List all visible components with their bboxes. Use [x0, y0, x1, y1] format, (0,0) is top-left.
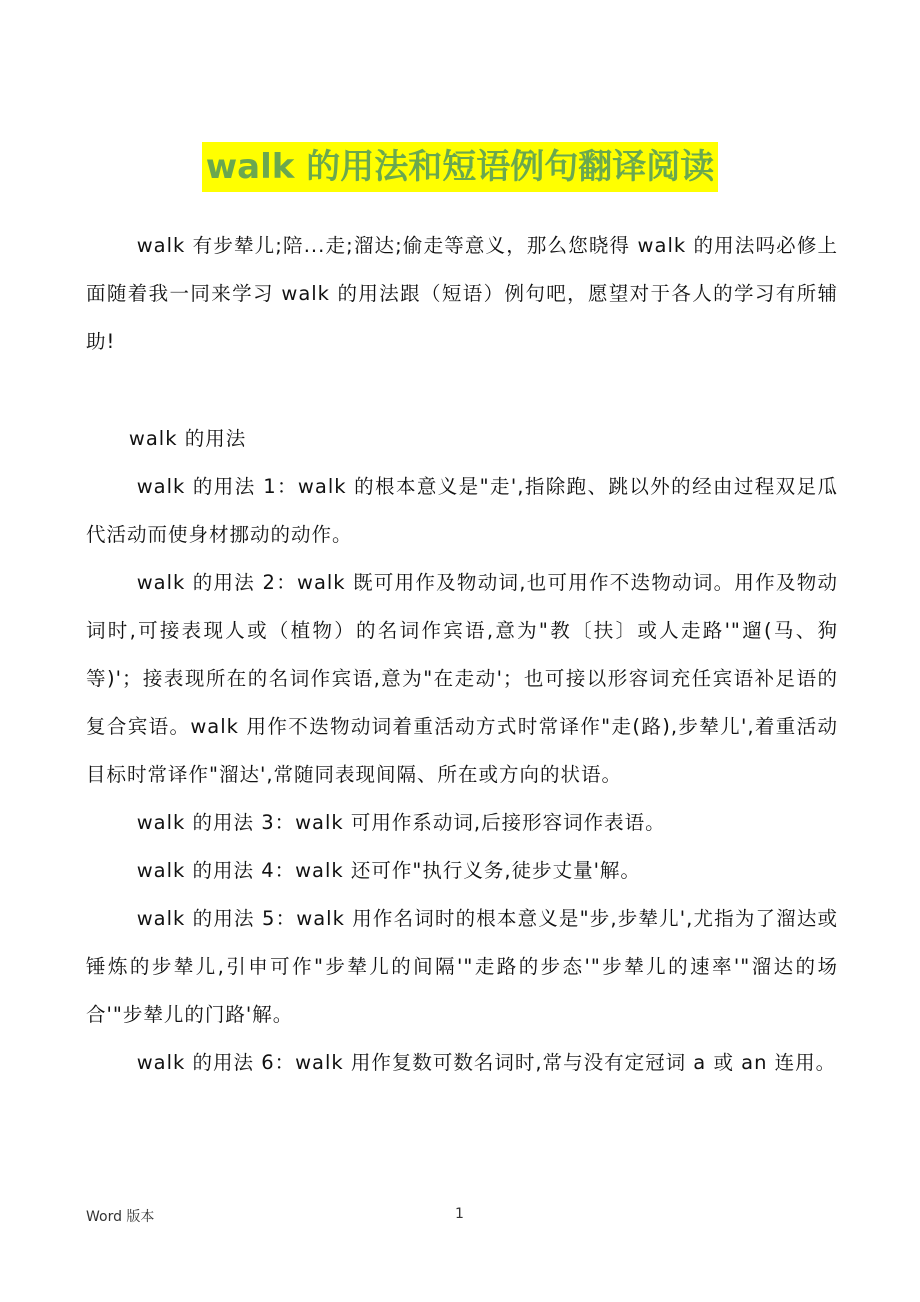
intro-block — [86, 222, 838, 366]
page-number: 1 — [455, 1206, 464, 1222]
usage-paragraph-4: walk 的用法 4：walk 还可作"执行义务,徒步丈量'解。 — [136, 859, 641, 882]
footer-label: Word 版本 — [86, 1209, 155, 1225]
usage-paragraph-6: walk 的用法 6：walk 用作复数可数名词时,常与没有定冠词 a 或 an 连用。 — [136, 1051, 837, 1074]
section-block — [86, 415, 838, 1087]
usage-paragraph-2: walk 的用法 2：walk 既可用作及物动词,也可用作不迭物动词。用作及物动词时,可接表现人或（植物）的名词作宾语,意为"教〔扶〕或人走路'"遛(马、狗等)'；接表现所在的名词作宾语,意为"在走动'；也可接以形容词充任宾语补足语的复合宾语。walk 用作不迭物动词着重活动方式时常译作"走(路),步辇儿',着重活动目标时常译作"溜达',常随同表现间隔、所在或方向的状语。 — [86, 571, 838, 786]
section-heading: walk 的用法 — [128, 427, 247, 450]
intro-paragraph: walk 有步辇儿;陪...走;溜达;偷走等意义，那么您晓得 walk 的用法吗必修上面随着我一同来学习 walk 的用法跟（短语）例句吧，愿望对于各人的学习有所辅助! — [86, 234, 838, 353]
usage-paragraph-3: walk 的用法 3：walk 可用作系动词,后接形容词作表语。 — [136, 811, 666, 834]
usage-paragraph-5: walk 的用法 5：walk 用作名词时的根本意义是"步,步辇儿',尤指为了溜达或锤炼的步辇儿,引申可作"步辇儿的间隔'"走路的步态'"步辇儿的速率'"溜达的场合'"步辇儿的门路'解。 — [86, 907, 838, 1026]
usage-paragraph-1: walk 的用法 1：walk 的根本意义是"走',指除跑、跳以外的经由过程双足瓜代活动而使身材挪动的动作。 — [86, 475, 838, 546]
title-container — [0, 142, 920, 192]
document-title: walk 的用法和短语例句翻译阅读 — [202, 142, 718, 192]
